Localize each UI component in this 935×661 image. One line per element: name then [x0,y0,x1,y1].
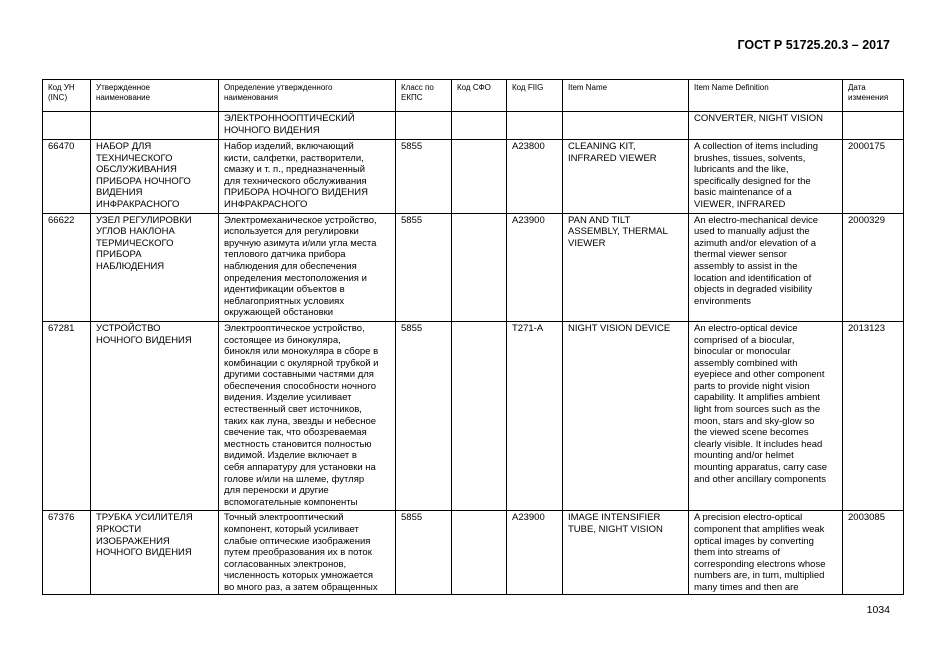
column-header-approved-name: Утвержденное наименование [91,80,219,112]
document-code: ГОСТ Р 51725.20.3 – 2017 [737,38,890,52]
table-row [43,140,904,214]
table-row [43,321,904,511]
cell-class: 5855 [396,321,452,511]
cell-item-name: CLEANING KIT, INFRARED VIEWER [563,140,689,214]
cell-definition: Точный электрооптический компонент, который усиливает слабые оптические изображения путем преобразования их в поток согласованных электронов, численность которых умножается во много раз, а затем обращенных [219,511,396,595]
cell-sfo [452,213,507,321]
cell-inc: 66470 [43,140,91,214]
cell-fiig: A23900 [507,213,563,321]
cell-definition: Набор изделий, включающий кисти, салфетки, растворители, смазку и т. п., предназначенный для технического обслуживания ПРИБОРА НОЧНОГО ВИДЕНИЯ ИНФРАКРАСНОГО [219,140,396,214]
cell-item-definition: CONVERTER, NIGHT VISION [689,112,843,140]
cell-item-name: NIGHT VISION DEVICE [563,321,689,511]
cell-inc: 66622 [43,213,91,321]
column-header-item-definition: Item Name Definition [689,80,843,112]
cell-sfo [452,511,507,595]
cell-fiig: A23900 [507,511,563,595]
column-header-inc: Код УН (INC) [43,80,91,112]
cell-inc [43,112,91,140]
column-header-sfo: Код СФО [452,80,507,112]
column-header-class: Класс по ЕКПС [396,80,452,112]
page-number: 1034 [866,604,890,616]
cell-name: УЗЕЛ РЕГУЛИРОВКИ УГЛОВ НАКЛОНА ТЕРМИЧЕСКОГО ПРИБОРА НАБЛЮДЕНИЯ [91,213,219,321]
cell-definition: Электромеханическое устройство, используется для регулировки вручную азимута и/или угла места теплового датчика прибора наблюдения для обеспечения определения местоположения и идентификации объектов в неблагоприятных условиях окружающей обстановки [219,213,396,321]
cell-class: 5855 [396,511,452,595]
cell-item-name [563,112,689,140]
cell-date: 2003085 [843,511,904,595]
cell-inc: 67376 [43,511,91,595]
cell-class: 5855 [396,213,452,321]
table-body [43,112,904,595]
cell-date: 2000175 [843,140,904,214]
cell-item-definition: An electro-mechanical device used to manually adjust the azimuth and/or elevation of a thermal viewer sensor assembly to assist in the location and identification of objects in degraded visibility environments [689,213,843,321]
cell-item-definition: A collection of items including brushes, tissues, solvents, lubricants and the like, specifically designed for the basic maintenance of a VIEWER, INFRARED [689,140,843,214]
cell-date: 2013123 [843,321,904,511]
column-header-date: Дата изменения [843,80,904,112]
cell-name [91,112,219,140]
cell-class: 5855 [396,140,452,214]
cell-name: УСТРОЙСТВО НОЧНОГО ВИДЕНИЯ [91,321,219,511]
nomenclature-table [42,79,904,595]
cell-sfo [452,140,507,214]
cell-fiig: T271-A [507,321,563,511]
cell-class [396,112,452,140]
cell-inc: 67281 [43,321,91,511]
cell-fiig [507,112,563,140]
cell-name: НАБОР ДЛЯ ТЕХНИЧЕСКОГО ОБСЛУЖИВАНИЯ ПРИБОРА НОЧНОГО ВИДЕНИЯ ИНФРАКРАСНОГО [91,140,219,214]
table-header [43,80,904,112]
cell-item-definition: An electro-optical device comprised of a biocular, binocular or monocular assembly combined with eyepiece and other component parts to provide night vision capability. It amplifies ambient light from sources such as the moon, stars and sky-glow so the viewed scene becomes clearly visible. It includes head mounting and/or helmet mounting apparatus, carry case and other ancillary components [689,321,843,511]
cell-sfo [452,321,507,511]
cell-item-name: IMAGE INTENSIFIER TUBE, NIGHT VISION [563,511,689,595]
table-row [43,511,904,595]
cell-item-definition: A precision electro-optical component that amplifies weak optical images by converting them into streams of corresponding electrons whose numbers are, in turn, multiplied many times and then are [689,511,843,595]
table-row [43,112,904,140]
table-row [43,213,904,321]
header-row [43,80,904,112]
cell-item-name: PAN AND TILT ASSEMBLY, THERMAL VIEWER [563,213,689,321]
cell-definition: ЭЛЕКТРОННООПТИЧЕСКИЙ НОЧНОГО ВИДЕНИЯ [219,112,396,140]
cell-date: 2000329 [843,213,904,321]
cell-definition: Электрооптическое устройство, состоящее из бинокуляра, бинокля или монокуляра в сборе в комбинации с окулярной трубкой и другими составными частями для обеспечения способности ночного видения. Изделие усиливает естественный свет источников, таких как луна, звезды и небесное свечение так, что обозреваемая местность становится полностью видимой. Изделие включает в себя аппаратуру для установки на голове и/или на шлеме, футляр для переноски и другие вспомогательные компоненты [219,321,396,511]
column-header-definition: Определение утвержденного наименования [219,80,396,112]
column-header-fiig: Код FIIG [507,80,563,112]
cell-name: ТРУБКА УСИЛИТЕЛЯ ЯРКОСТИ ИЗОБРАЖЕНИЯ НОЧНОГО ВИДЕНИЯ [91,511,219,595]
column-header-item-name: Item Name [563,80,689,112]
cell-sfo [452,112,507,140]
cell-date [843,112,904,140]
cell-fiig: A23800 [507,140,563,214]
